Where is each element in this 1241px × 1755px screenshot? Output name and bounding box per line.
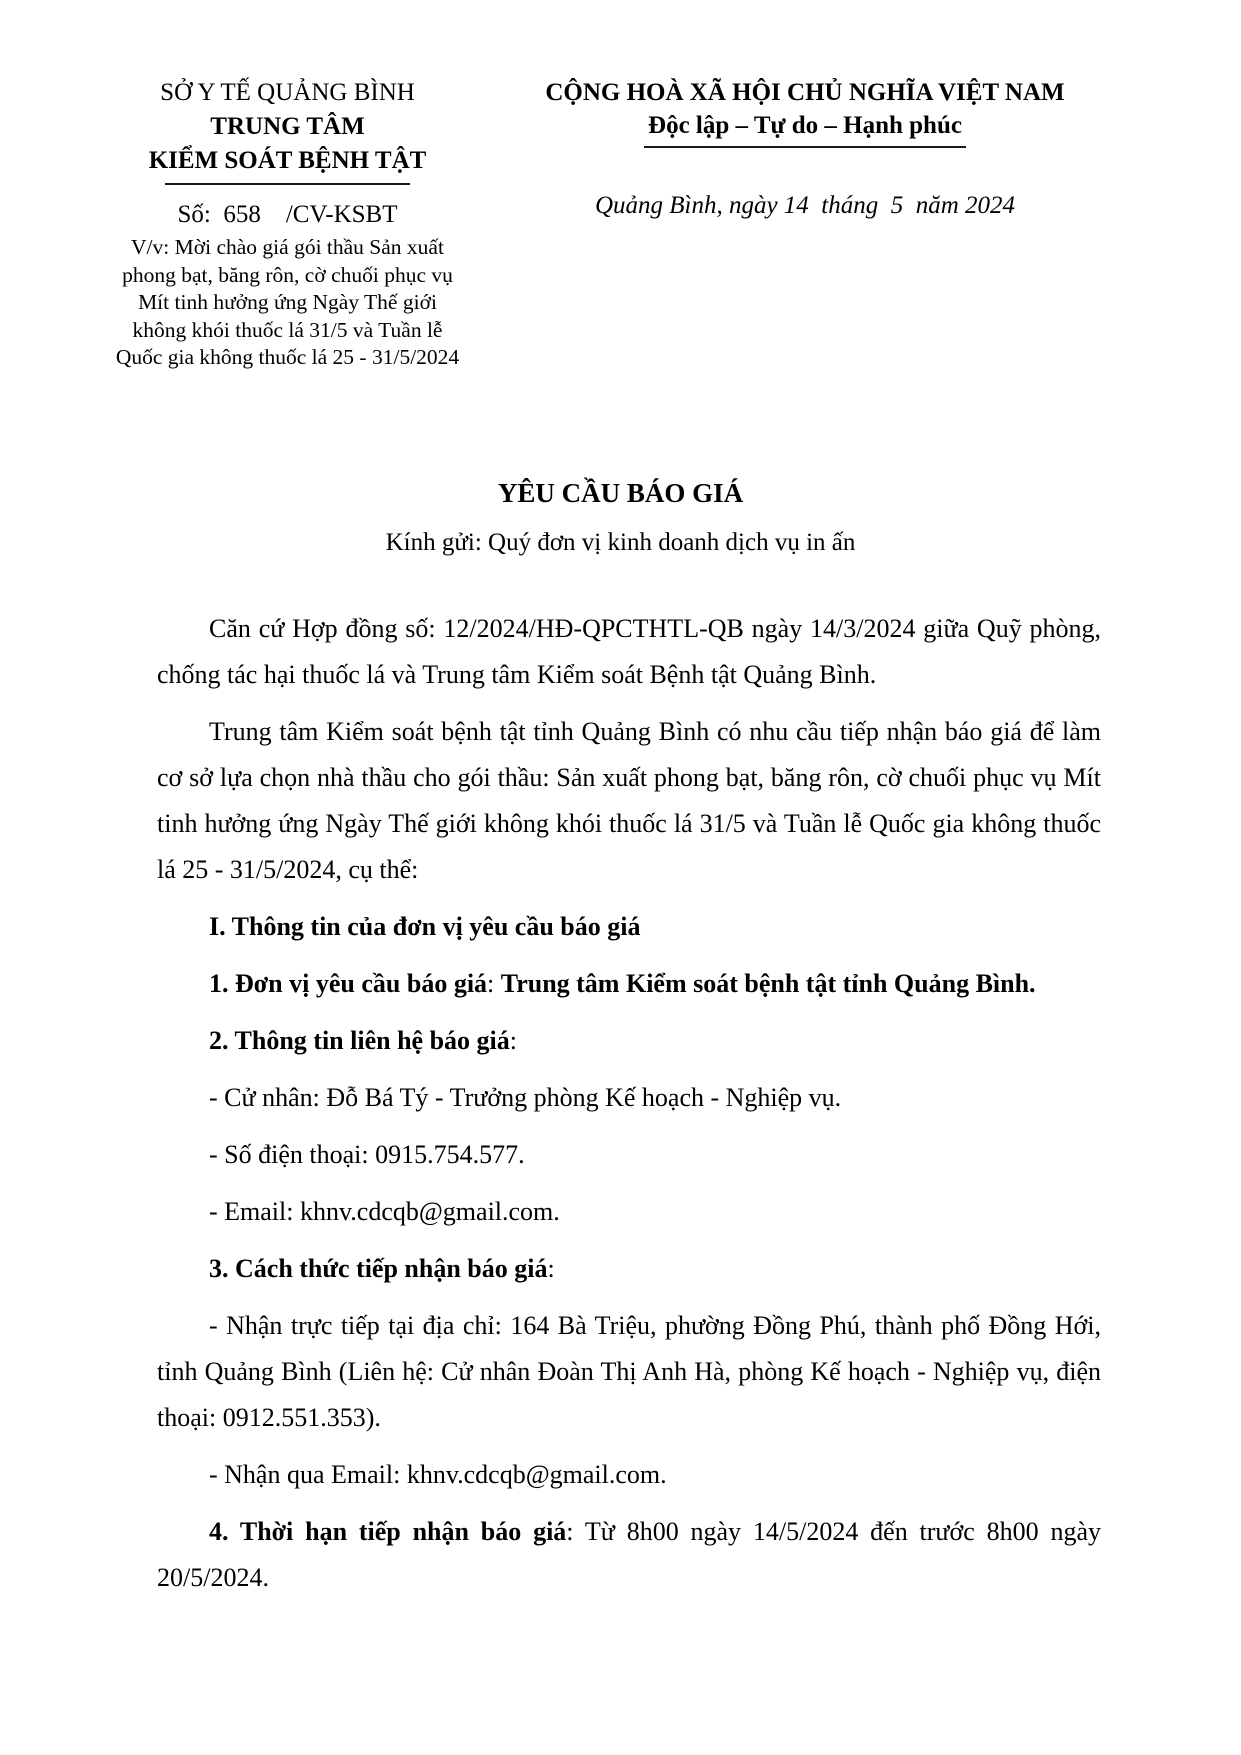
contact-person-line: - Cử nhân: Đỗ Bá Tý - Trưởng phòng Kế hoạch - Nghiệp vụ. (209, 1082, 842, 1112)
contact-email-line: - Email: khnv.cdcqb@gmail.com. (209, 1196, 560, 1226)
item-4-separator: : (566, 1516, 585, 1546)
section-heading-text: I. Thông tin của đơn vị yêu cầu báo giá (209, 911, 641, 941)
item-receiving-method-heading (157, 1246, 1101, 1292)
item-2-label: 2. Thông tin liên hệ báo giá (209, 1025, 510, 1055)
agency-name-line1: TRUNG TÂM (210, 113, 365, 140)
issuing-agency-block (95, 76, 480, 372)
item-1-value: Trung tâm Kiểm soát bệnh tật tỉnh Quảng Bình. (500, 968, 1036, 998)
item-requesting-unit (157, 961, 1101, 1007)
national-title: CỘNG HOÀ XÃ HỘI CHỦ NGHĨA VIỆT NAM (545, 79, 1065, 106)
item-4-label: 4. Thời hạn tiếp nhận báo giá (209, 1516, 567, 1546)
receiving-method-email-line: - Nhận qua Email: khnv.cdcqb@gmail.com. (209, 1459, 667, 1489)
motto-underline-rule (644, 146, 966, 148)
item-3-label: 3. Cách thức tiếp nhận báo giá (209, 1253, 548, 1283)
document-title: YÊU CẦU BÁO GIÁ (497, 477, 744, 508)
agency-name-line2: KIỂM SOÁT BỆNH TẬT (148, 147, 427, 174)
document-number: Số: 658 /CV-KSBT (177, 201, 398, 228)
place-and-date: Quảng Bình, ngày 14 tháng 5 năm 2024 (594, 192, 1016, 219)
item-contact-info-heading (157, 1018, 1101, 1064)
document-header (0, 76, 1241, 372)
national-motto: Độc lập – Tự do – Hạnh phúc (648, 112, 962, 139)
national-header-block (505, 76, 1105, 220)
document-body (157, 606, 1101, 1601)
section-heading (157, 904, 1101, 950)
item-3-separator: : (547, 1253, 555, 1283)
item-2-separator: : (509, 1025, 517, 1055)
document-subject: V/v: Mời chào giá gói thầu Sản xuất phong bạt, băng rôn, cờ chuối phục vụ Mít tinh hưởng ứng Ngày Thế giới không khói thuốc lá 31/5 và Tuần lễ Quốc gia không thuốc lá 25 - 31/5/2024 (115, 235, 460, 369)
parent-agency-name: SỞ Y TẾ QUẢNG BÌNH (160, 79, 415, 106)
item-1-separator: : (487, 968, 501, 998)
item-1-label: 1. Đơn vị yêu cầu báo giá (209, 968, 488, 998)
paragraph-purpose: Trung tâm Kiểm soát bệnh tật tỉnh Quảng Bình có nhu cầu tiếp nhận báo giá để làm cơ sở lựa chọn nhà thầu cho gói thầu: Sản xuất phong bạt, băng rôn, cờ chuối phục vụ Mít tinh hưởng ứng Ngày Thế giới không khói thuốc lá 31/5 và Tuần lễ Quốc gia không thuốc lá 25 - 31/5/2024, cụ thể: (157, 716, 1101, 884)
item-4-value: Từ 8h00 ngày 14/5/2024 đến trước 8h00 ngày 20/5/2024. (157, 1516, 1101, 1592)
contact-phone-line: - Số điện thoại: 0915.754.577. (209, 1139, 525, 1169)
salutation-line: Kính gửi: Quý đơn vị kinh doanh dịch vụ in ấn (385, 528, 856, 556)
agency-underline-rule (165, 183, 410, 185)
receiving-method-direct-line: - Nhận trực tiếp tại địa chỉ: 164 Bà Triệu, phường Đồng Phú, thành phố Đồng Hới, tỉnh Quảng Bình (Liên hệ: Cử nhân Đoàn Thị Anh Hà, phòng Kế hoạch - Nghiệp vụ, điện thoại: 0912.551.353). (157, 1310, 1101, 1432)
item-deadline (157, 1509, 1101, 1601)
paragraph-legal-basis: Căn cứ Hợp đồng số: 12/2024/HĐ-QPCTHTL-QB ngày 14/3/2024 giữa Quỹ phòng, chống tác hại thuốc lá và Trung tâm Kiểm soát Bệnh tật Quảng Bình. (157, 613, 1101, 689)
